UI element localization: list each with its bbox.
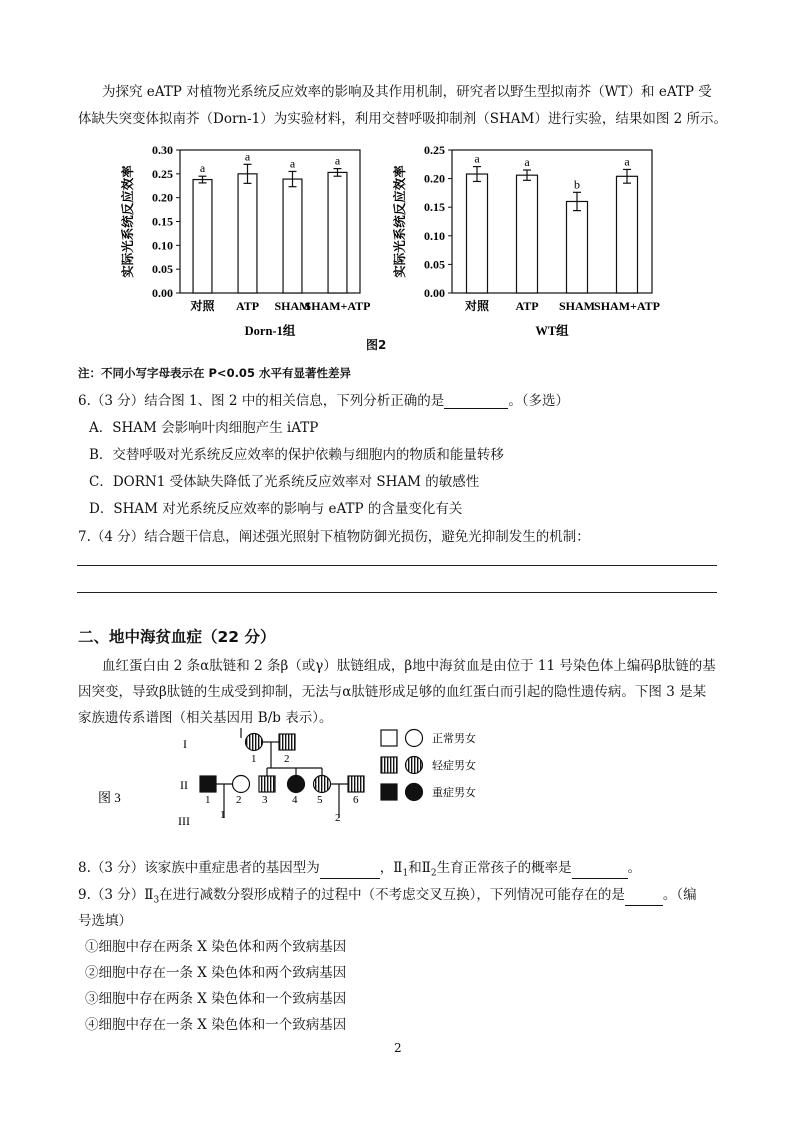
q8-part-b: ，Ⅱ <box>379 860 403 876</box>
section-2-para-2: 因突变，导致β肽链的生成受到抑制，无法与α肽链形成足够的血红蛋白而引起的隐性遗传病。下图 3 是某 <box>78 684 707 700</box>
chart-0-sig-letter: a <box>334 153 341 168</box>
chart-0-bar <box>328 172 347 293</box>
pedigree-II6-number: 6 <box>353 794 359 806</box>
chart-1-bar <box>567 201 588 293</box>
chart-1-title: WT组 <box>535 324 569 338</box>
q9-part-c: 。（编 <box>662 887 697 903</box>
chart-0-category-label: ATP <box>235 299 260 313</box>
chart-0-ytick-label: 0.20 <box>152 190 173 205</box>
gen-label-i: I <box>183 737 187 751</box>
figure-3-label: 图 3 <box>98 790 121 805</box>
pedigree-II4-severe-female <box>288 776 305 793</box>
q6-option-d: D．SHAM 对光系统反应效率的影响与 eATP 的含量变化有关 <box>89 501 463 517</box>
note: 注：不同小写字母表示在 P<0.05 水平有显著性差异 <box>78 366 351 380</box>
legend-mild-female <box>406 757 423 774</box>
chart-0-ytick-label: 0.30 <box>152 143 173 157</box>
chart-1-sig-letter: a <box>474 151 480 166</box>
chart-1-category-label: 对照 <box>464 299 490 313</box>
q9-stem-line-2: 号选填） <box>78 913 132 929</box>
chart-1-ytick-label: 0.00 <box>424 286 445 300</box>
q9-option-3: ③细胞中存在两条 X 染色体和一个致病基因 <box>85 991 347 1007</box>
legend-normal-male <box>381 730 397 746</box>
legend-normal-female <box>406 730 423 747</box>
legend-mild-label: 轻症男女 <box>432 760 476 772</box>
legend-severe-male <box>381 784 397 800</box>
chart-wt <box>390 138 690 348</box>
chart-1-ytick-label: 0.10 <box>424 228 445 243</box>
chart-0-ytick-label: 0.25 <box>152 166 173 181</box>
chart-0-bar <box>283 179 302 293</box>
pedigree-chart <box>0 722 794 832</box>
chart-dorn1 <box>118 138 398 348</box>
q8-part-a: 8.（3 分）该家族中重症患者的基因型为 <box>78 860 320 876</box>
q9-option-1: ①细胞中存在两条 X 染色体和两个致病基因 <box>85 939 347 955</box>
q8-part-d: 生育正常孩子的概率是 <box>436 860 572 876</box>
pedigree-II1-severe-male <box>200 776 216 792</box>
q9-stem <box>78 883 697 906</box>
q6-stem-a: 6.（3 分）结合图 1、图 2 中的相关信息，下列分析正确的是 <box>78 393 445 409</box>
chart-0-category-label: SHAM <box>274 299 311 313</box>
chart-0-ytick-label: 0.15 <box>152 214 173 229</box>
chart-1-ytick-label: 0.25 <box>424 143 445 157</box>
section-2-title: 二、地中海贫血症（22 分） <box>78 628 276 646</box>
chart-0-ylabel: 实际光系统反应效率 <box>121 165 135 278</box>
q7-answer-line-2[interactable] <box>77 592 717 593</box>
chart-0-sig-letter: a <box>199 161 206 176</box>
q6-answer-blank[interactable] <box>444 394 508 409</box>
pedigree-II5-mild-female <box>314 776 331 793</box>
chart-0-ytick-label: 0.00 <box>152 286 173 300</box>
chart-1-category-label: SHAM+ATP <box>594 299 660 313</box>
pedigree-II4-number: 4 <box>292 794 298 806</box>
chart-1-bar <box>517 175 538 293</box>
q8-part-e: 。 <box>627 860 642 876</box>
q7-stem: 7.（4 分）结合题干信息，阐述强光照射下植物防御光损伤，避免光抑制发生的机制： <box>78 529 590 545</box>
chart-0-sig-letter: a <box>244 149 251 164</box>
q8-sub-2: 2 <box>430 868 437 879</box>
pedigree-I2-number: 2 <box>284 753 290 765</box>
q9-part-b: 在进行减数分裂形成精子的过程中（不考虑交叉互换），下列情况可能存在的是 <box>159 887 625 903</box>
chart-0-sig-letter: a <box>289 156 296 171</box>
q9-sub: 3 <box>153 895 160 906</box>
chart-1-ylabel: 实际光系统反应效率 <box>393 165 407 278</box>
chart-1-ytick-label: 0.20 <box>424 171 445 186</box>
chart-0-ytick-label: 0.05 <box>152 262 173 277</box>
chart-1-bar <box>467 174 488 293</box>
q7-answer-line-1[interactable] <box>77 565 717 566</box>
q8-probability-blank[interactable] <box>572 864 628 879</box>
pedigree-II2-normal-female <box>233 776 250 793</box>
pedigree-II5-number: 5 <box>317 794 323 806</box>
chart-0-bar <box>238 174 257 293</box>
q9-option-2: ②细胞中存在一条 X 染色体和两个致病基因 <box>85 965 347 981</box>
chart-1-sig-letter: a <box>524 155 530 170</box>
section-2-para-1: 血红蛋白由 2 条α肽链和 2 条β（或γ）肽链组成，β地中海贫血是由位于 11 号染色体上编码β肽链的基 <box>102 658 716 674</box>
q8-stem <box>78 856 641 879</box>
chart-1-category-label: ATP <box>515 299 539 313</box>
legend-mild-male <box>381 757 397 773</box>
figure-2-label: 图2 <box>366 338 387 352</box>
pedigree-I2-mild-male <box>279 734 295 750</box>
legend-severe-female <box>406 784 423 801</box>
chart-1-sig-letter: a <box>624 154 630 169</box>
pedigree-II1-number: 1 <box>205 794 211 806</box>
pedigree-II6-mild-male <box>348 776 364 792</box>
q6-stem-b: 。（多选） <box>508 393 570 409</box>
q9-answer-blank[interactable] <box>625 891 663 906</box>
q6-stem <box>78 389 569 409</box>
chart-1-category-label: SHAM <box>559 299 595 313</box>
pedigree-II3-number: 3 <box>262 794 268 806</box>
legend-severe-label: 重症男女 <box>432 787 476 799</box>
page-number: 2 <box>394 1041 402 1055</box>
chart-1-bar <box>617 176 638 293</box>
chart-0-bar <box>193 180 212 293</box>
intro-line-2: 体缺失突变体拟南芥（Dorn-1）为实验材料，利用交替呼吸抑制剂（SHAM）进行实验，结果如图 2 所示。 <box>78 111 728 127</box>
q6-option-c: C．DORN1 受体缺失降低了光系统反应效率对 SHAM 的敏感性 <box>89 474 480 490</box>
pedigree-II3-mild-male <box>259 776 275 792</box>
intro-line-1: 为探究 eATP 对植物光系统反应效率的影响及其作用机制，研究者以野生型拟南芥（WT）和 eATP 受 <box>102 84 712 100</box>
q8-part-c: 和Ⅱ <box>408 860 431 876</box>
pedigree-III2-number: 2 <box>335 812 341 824</box>
chart-0-title: Dorn-1组 <box>244 324 296 338</box>
q9-part-a: 9.（3 分）Ⅱ <box>78 887 154 903</box>
q8-sub-1: 1 <box>402 868 409 879</box>
section-2-para-3: 家族遗传系谱图（相关基因用 B/b 表示）。 <box>78 710 333 726</box>
chart-1-ytick-label: 0.05 <box>424 257 445 272</box>
gen-label-iii: III <box>178 814 190 828</box>
pedigree-II2-number: 2 <box>236 794 242 806</box>
chart-0-category-label: 对照 <box>190 299 215 313</box>
q6-option-b: B．交替呼吸对光系统反应效率的保护依赖与细胞内的物质和能量转移 <box>89 447 504 463</box>
q6-option-a: A．SHAM 会影响叶肉细胞产生 iATP <box>89 420 319 436</box>
q8-genotype-blank[interactable] <box>320 864 380 879</box>
chart-0-category-label: SHAM+ATP <box>304 299 371 313</box>
q9-option-4: ④细胞中存在一条 X 染色体和一个致病基因 <box>85 1017 347 1033</box>
chart-1-sig-letter: b <box>574 177 580 192</box>
pedigree-III1-number: 1 <box>220 809 226 821</box>
legend-normal-label: 正常男女 <box>432 733 476 745</box>
chart-1-ytick-label: 0.15 <box>424 200 445 215</box>
pedigree-I1-number: 1 <box>251 753 257 765</box>
pedigree-I1-mild-female <box>246 734 263 751</box>
chart-0-ytick-label: 0.10 <box>152 238 173 253</box>
gen-label-ii: II <box>180 778 188 792</box>
